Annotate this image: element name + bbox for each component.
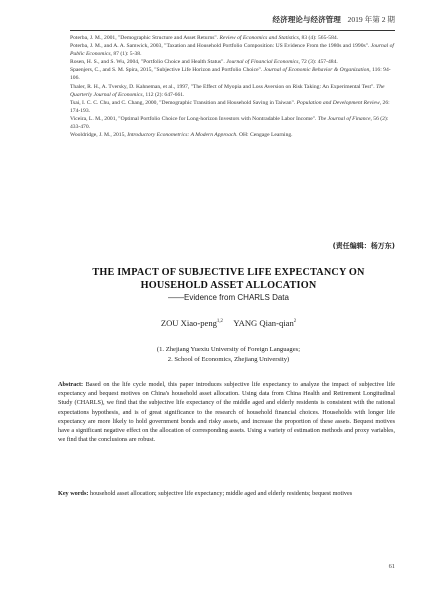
running-header bbox=[70, 14, 395, 31]
reference-item bbox=[70, 58, 395, 66]
reference-source: Journal of Financial Economics bbox=[226, 59, 299, 66]
affiliations bbox=[40, 345, 417, 365]
reference-tail: , 26: 174-193. bbox=[70, 99, 390, 114]
keywords-label: Key words: bbox=[58, 490, 89, 497]
article-title-block bbox=[40, 266, 417, 302]
reference-tail: , 56 (2): 433-470. bbox=[70, 115, 389, 131]
article-title bbox=[40, 266, 417, 292]
reference-text: Rosen, H. S., and S. Wu, 2004, "Portfolio Choice and Health Status". bbox=[70, 59, 227, 66]
title-line: THE IMPACT OF SUBJECTIVE LIFE EXPECTANCY ON bbox=[92, 267, 365, 278]
reference-source: The Quarterly Journal of Economics bbox=[70, 83, 385, 98]
reference-tail: , 83 (4): 565-584. bbox=[298, 35, 339, 41]
reference-text: Wooldridge, J. M., 2015, bbox=[70, 132, 128, 139]
reference-text: Spaenjers, C., and S. M. Spira, 2015, "Subjective Life Horizon and Portfolio Choice". bbox=[70, 67, 264, 74]
page-number: 61 bbox=[388, 563, 395, 570]
abstract bbox=[58, 380, 395, 444]
responsible-editor: (责任编辑：杨万东) bbox=[332, 242, 395, 250]
reference-source: Journal of Public Economics bbox=[70, 43, 394, 58]
reference-source: Population and Development Review bbox=[296, 99, 380, 106]
reference-source: Introductory Econometrics: A Modern Approach bbox=[127, 132, 237, 139]
author-affiliation-mark: 1,2 bbox=[216, 319, 223, 325]
reference-source: Journal of Economic Behavior & Organization bbox=[263, 67, 370, 74]
issue-label: 2019 年第 2 期 bbox=[347, 15, 395, 24]
reference-source: The Journal of Finance bbox=[317, 115, 371, 122]
author-name: ZOU Xiao-peng bbox=[160, 318, 217, 328]
keywords-text: household asset allocation; subjective life expectancy; middle aged and elderly residents; bequest motives bbox=[88, 490, 353, 497]
reference-item bbox=[70, 42, 395, 58]
abstract-text: Based on the life cycle model, this paper introduces subjective life expectancy to analyze the impact of subjective life expectancy and bequest motives on China's household asset allocation. Using data from China Health and Retirement Longitudinal Study (CHARLS), we find that the subjective life expectancy of the middle aged and elderly residents is consistent with the rational expectations hypothesis, and is of great significance to the research of household financial choices. Households with longer life expectancy are more likely to hold government bonds and risky assets, and increase the proportion of these assets. Bequest motives have a significant negative effect on the allocation of corresponding assets. Using a variety of estimation methods and proxy variables, we find that the conclusions are robust. bbox=[58, 381, 395, 444]
reference-text: Poterba, J. M., 2001, "Demographic Structure and Asset Returns". bbox=[70, 35, 220, 41]
reference-item bbox=[70, 83, 395, 99]
journal-name: 经济理论与经济管理 bbox=[272, 15, 341, 24]
reference-item bbox=[70, 131, 395, 139]
reference-tail: , 87 (1): 5-38. bbox=[110, 51, 142, 58]
title-line: HOUSEHOLD ASSET ALLOCATION bbox=[140, 280, 317, 291]
reference-list bbox=[70, 34, 395, 139]
reference-tail: . OH: Cengage Learning. bbox=[236, 132, 293, 139]
abstract-label: Abstract: bbox=[58, 381, 84, 388]
reference-text: Viceira, L. M., 2001, "Optimal Portfolio Choice for Long-horizon Investors with Nontradable Labor Income". bbox=[70, 115, 318, 122]
reference-item bbox=[70, 34, 395, 42]
reference-text: Poterba, J. M., and A. A. Samwick, 2003, "Taxation and Household Portfolio Composition: US Evidence From the 1980s and 1990s". bbox=[70, 43, 371, 50]
author-affiliation-mark: 2 bbox=[293, 319, 297, 325]
affiliation-line: (1. Zhejiang Yuexiu University of Foreign Languages; bbox=[156, 346, 301, 353]
reference-text: Tsai, I. C. C. Chu, and C. Chang, 2000, "Demographic Transition and Household Saving in Taiwan". bbox=[70, 99, 297, 106]
article-subtitle: ——Evidence from CHARLS Data bbox=[168, 293, 289, 302]
affiliation-line: 2. School of Economics, Zhejiang University) bbox=[167, 356, 290, 363]
reference-item bbox=[70, 66, 395, 82]
reference-tail: , 112 (2): 647-661. bbox=[142, 91, 185, 98]
reference-source: Review of Economics and Statistics bbox=[219, 35, 299, 41]
reference-tail: , 116: 94-106. bbox=[70, 67, 391, 82]
reference-item bbox=[70, 99, 395, 115]
reference-tail: , 72 (3): 457-484. bbox=[298, 59, 338, 66]
author-name: YANG Qian-qian bbox=[233, 318, 294, 328]
reference-item bbox=[70, 115, 395, 131]
reference-text: Thaler, R. H., A. Tversky, D. Kahneman, et al., 1997, "The Effect of Myopia and Loss Aversion on Risk Taking: An Experimental Test". bbox=[70, 83, 377, 90]
author-line bbox=[40, 318, 417, 328]
keywords bbox=[58, 489, 395, 498]
